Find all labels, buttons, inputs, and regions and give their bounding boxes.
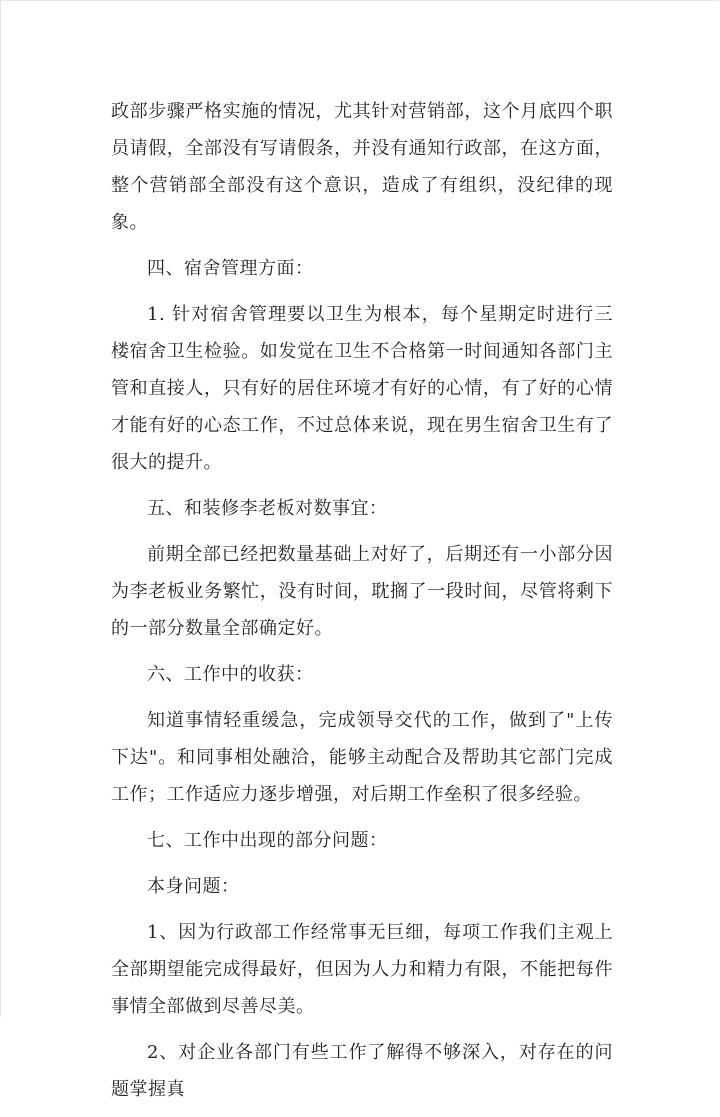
paragraph-problem-2: 2、对企业各部门有些工作了解得不够深入，对存在的问题掌握真 bbox=[111, 1042, 613, 1100]
section-heading-dormitory: 四、宿舍管理方面： bbox=[147, 258, 314, 279]
section-heading-renovation: 五、和装修李老板对数事宜： bbox=[147, 498, 388, 519]
document-body bbox=[111, 93, 613, 1117]
paragraph-problem-1: 1、因为行政部工作经常事无巨细，每项工作我们主观上全部期望能完成得最好，但因为人力和精力有限，不能把每件事情全部做到尽善尽美。 bbox=[111, 922, 613, 1017]
paragraph-continuation: 政部步骤严格实施的情况，尤其针对营销部，这个月底四个职员请假，全部没有写请假条，并没有通知行政部，在这方面，整个营销部全部没有这个意识，造成了有组织，没纪律的现象。 bbox=[111, 101, 613, 233]
paragraph-gains: 知道事情轻重缓急，完成领导交代的工作，做到了"上传下达"。和同事相处融洽，能够主动配合及帮助其它部门完成工作；工作适应力逐步增强，对后期工作垒积了很多经验。 bbox=[111, 710, 613, 805]
subheading-own-problems: 本身问题： bbox=[147, 876, 240, 897]
paragraph-dormitory: 1. 针对宿舍管理要以卫生为根本，每个星期定时进行三楼宿舍卫生检验。如发觉在卫生不合格第一时间通知各部门主管和直接人，只有好的居住环境才有好的心情，有了好的心情才能有好的心态工作，不过总体来说，现在男生宿舍卫生有了很大的提升。 bbox=[111, 304, 613, 473]
paragraph-renovation: 前期全部已经把数量基础上对好了，后期还有一小部分因为李老板业务繁忙，没有时间，耽搁了一段时间，尽管将剩下的一部分数量全部确定好。 bbox=[111, 544, 613, 639]
section-heading-problems: 七、工作中出现的部分问题： bbox=[147, 830, 388, 851]
section-heading-gains: 六、工作中的收获： bbox=[147, 664, 314, 685]
